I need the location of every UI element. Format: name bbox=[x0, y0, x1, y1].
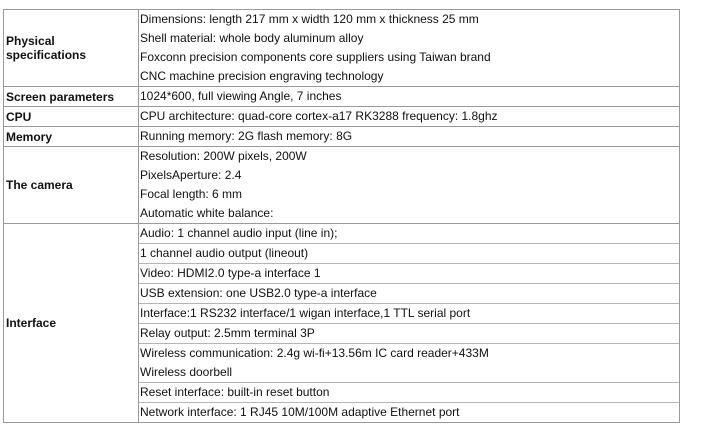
spec-values bbox=[139, 127, 680, 147]
spec-value: Dimensions: length 217 mm x width 120 mm x thickness 25 mm bbox=[140, 12, 479, 26]
spec-value-group bbox=[139, 343, 679, 382]
spec-value: Wireless doorbell bbox=[140, 365, 233, 379]
spec-value-group bbox=[139, 303, 679, 323]
spec-category: CPU bbox=[4, 107, 139, 127]
spec-value: PixelsAperture: 2.4 bbox=[140, 168, 242, 182]
spec-value: Network interface: 1 RJ45 10M/100M adaptive Ethernet port bbox=[140, 405, 460, 419]
spec-value-group bbox=[139, 382, 679, 402]
spec-value-group bbox=[139, 224, 679, 243]
spec-value: Wireless communication: 2.4g wi-fi+13.56m IC card reader+433M bbox=[140, 346, 489, 360]
spec-values bbox=[139, 107, 680, 127]
spec-values bbox=[139, 87, 680, 107]
spec-value: Focal length: 6 mm bbox=[140, 187, 243, 201]
spec-value-group bbox=[139, 147, 679, 223]
spec-value: Resolution: 200W pixels, 200W bbox=[140, 149, 307, 163]
spec-value-group bbox=[139, 263, 679, 283]
spec-row bbox=[4, 87, 680, 107]
spec-value: Shell material: whole body aluminum alloy bbox=[140, 31, 364, 45]
spec-value: USB extension: one USB2.0 type-a interface bbox=[140, 286, 377, 300]
spec-value-group bbox=[139, 127, 679, 146]
spec-category: Interface bbox=[4, 224, 139, 423]
spec-values bbox=[139, 224, 680, 423]
spec-value: Running memory: 2G flash memory: 8G bbox=[140, 129, 353, 143]
spec-value: Video: HDMI2.0 type-a interface 1 bbox=[140, 266, 321, 280]
spec-value: Automatic white balance: bbox=[140, 206, 274, 220]
spec-category: The camera bbox=[4, 147, 139, 224]
spec-row bbox=[4, 147, 680, 224]
spec-values bbox=[139, 10, 680, 87]
spec-category: Memory bbox=[4, 127, 139, 147]
spec-value: Audio: 1 channel audio input (line in); bbox=[140, 226, 338, 240]
spec-value: Relay output: 2.5mm terminal 3P bbox=[140, 326, 315, 340]
spec-value: 1 channel audio output (lineout) bbox=[140, 246, 309, 260]
spec-value-group bbox=[139, 107, 679, 126]
spec-value-group bbox=[139, 243, 679, 263]
spec-value: Reset interface: built-in reset button bbox=[140, 385, 330, 399]
spec-value: Interface:1 RS232 interface/1 wigan interface,1 TTL serial port bbox=[140, 306, 471, 320]
spec-value-group bbox=[139, 10, 679, 86]
spec-row bbox=[4, 224, 680, 423]
spec-values bbox=[139, 147, 680, 224]
spec-value-group bbox=[139, 283, 679, 303]
spec-row bbox=[4, 10, 680, 87]
spec-row bbox=[4, 127, 680, 147]
spec-category: Screen parameters bbox=[4, 87, 139, 107]
spec-value: Foxconn precision components core suppliers using Taiwan brand bbox=[140, 50, 491, 64]
spec-value: 1024*600, full viewing Angle, 7 inches bbox=[140, 89, 342, 103]
spec-table bbox=[3, 9, 680, 423]
spec-row bbox=[4, 107, 680, 127]
spec-value: CNC machine precision engraving technology bbox=[140, 69, 384, 83]
spec-value-group bbox=[139, 87, 679, 106]
spec-value-group bbox=[139, 323, 679, 343]
spec-category: Physical specifications bbox=[4, 10, 139, 87]
spec-value-group bbox=[139, 402, 679, 422]
spec-value: CPU architecture: quad-core cortex-a17 RK3288 frequency: 1.8ghz bbox=[140, 109, 498, 123]
